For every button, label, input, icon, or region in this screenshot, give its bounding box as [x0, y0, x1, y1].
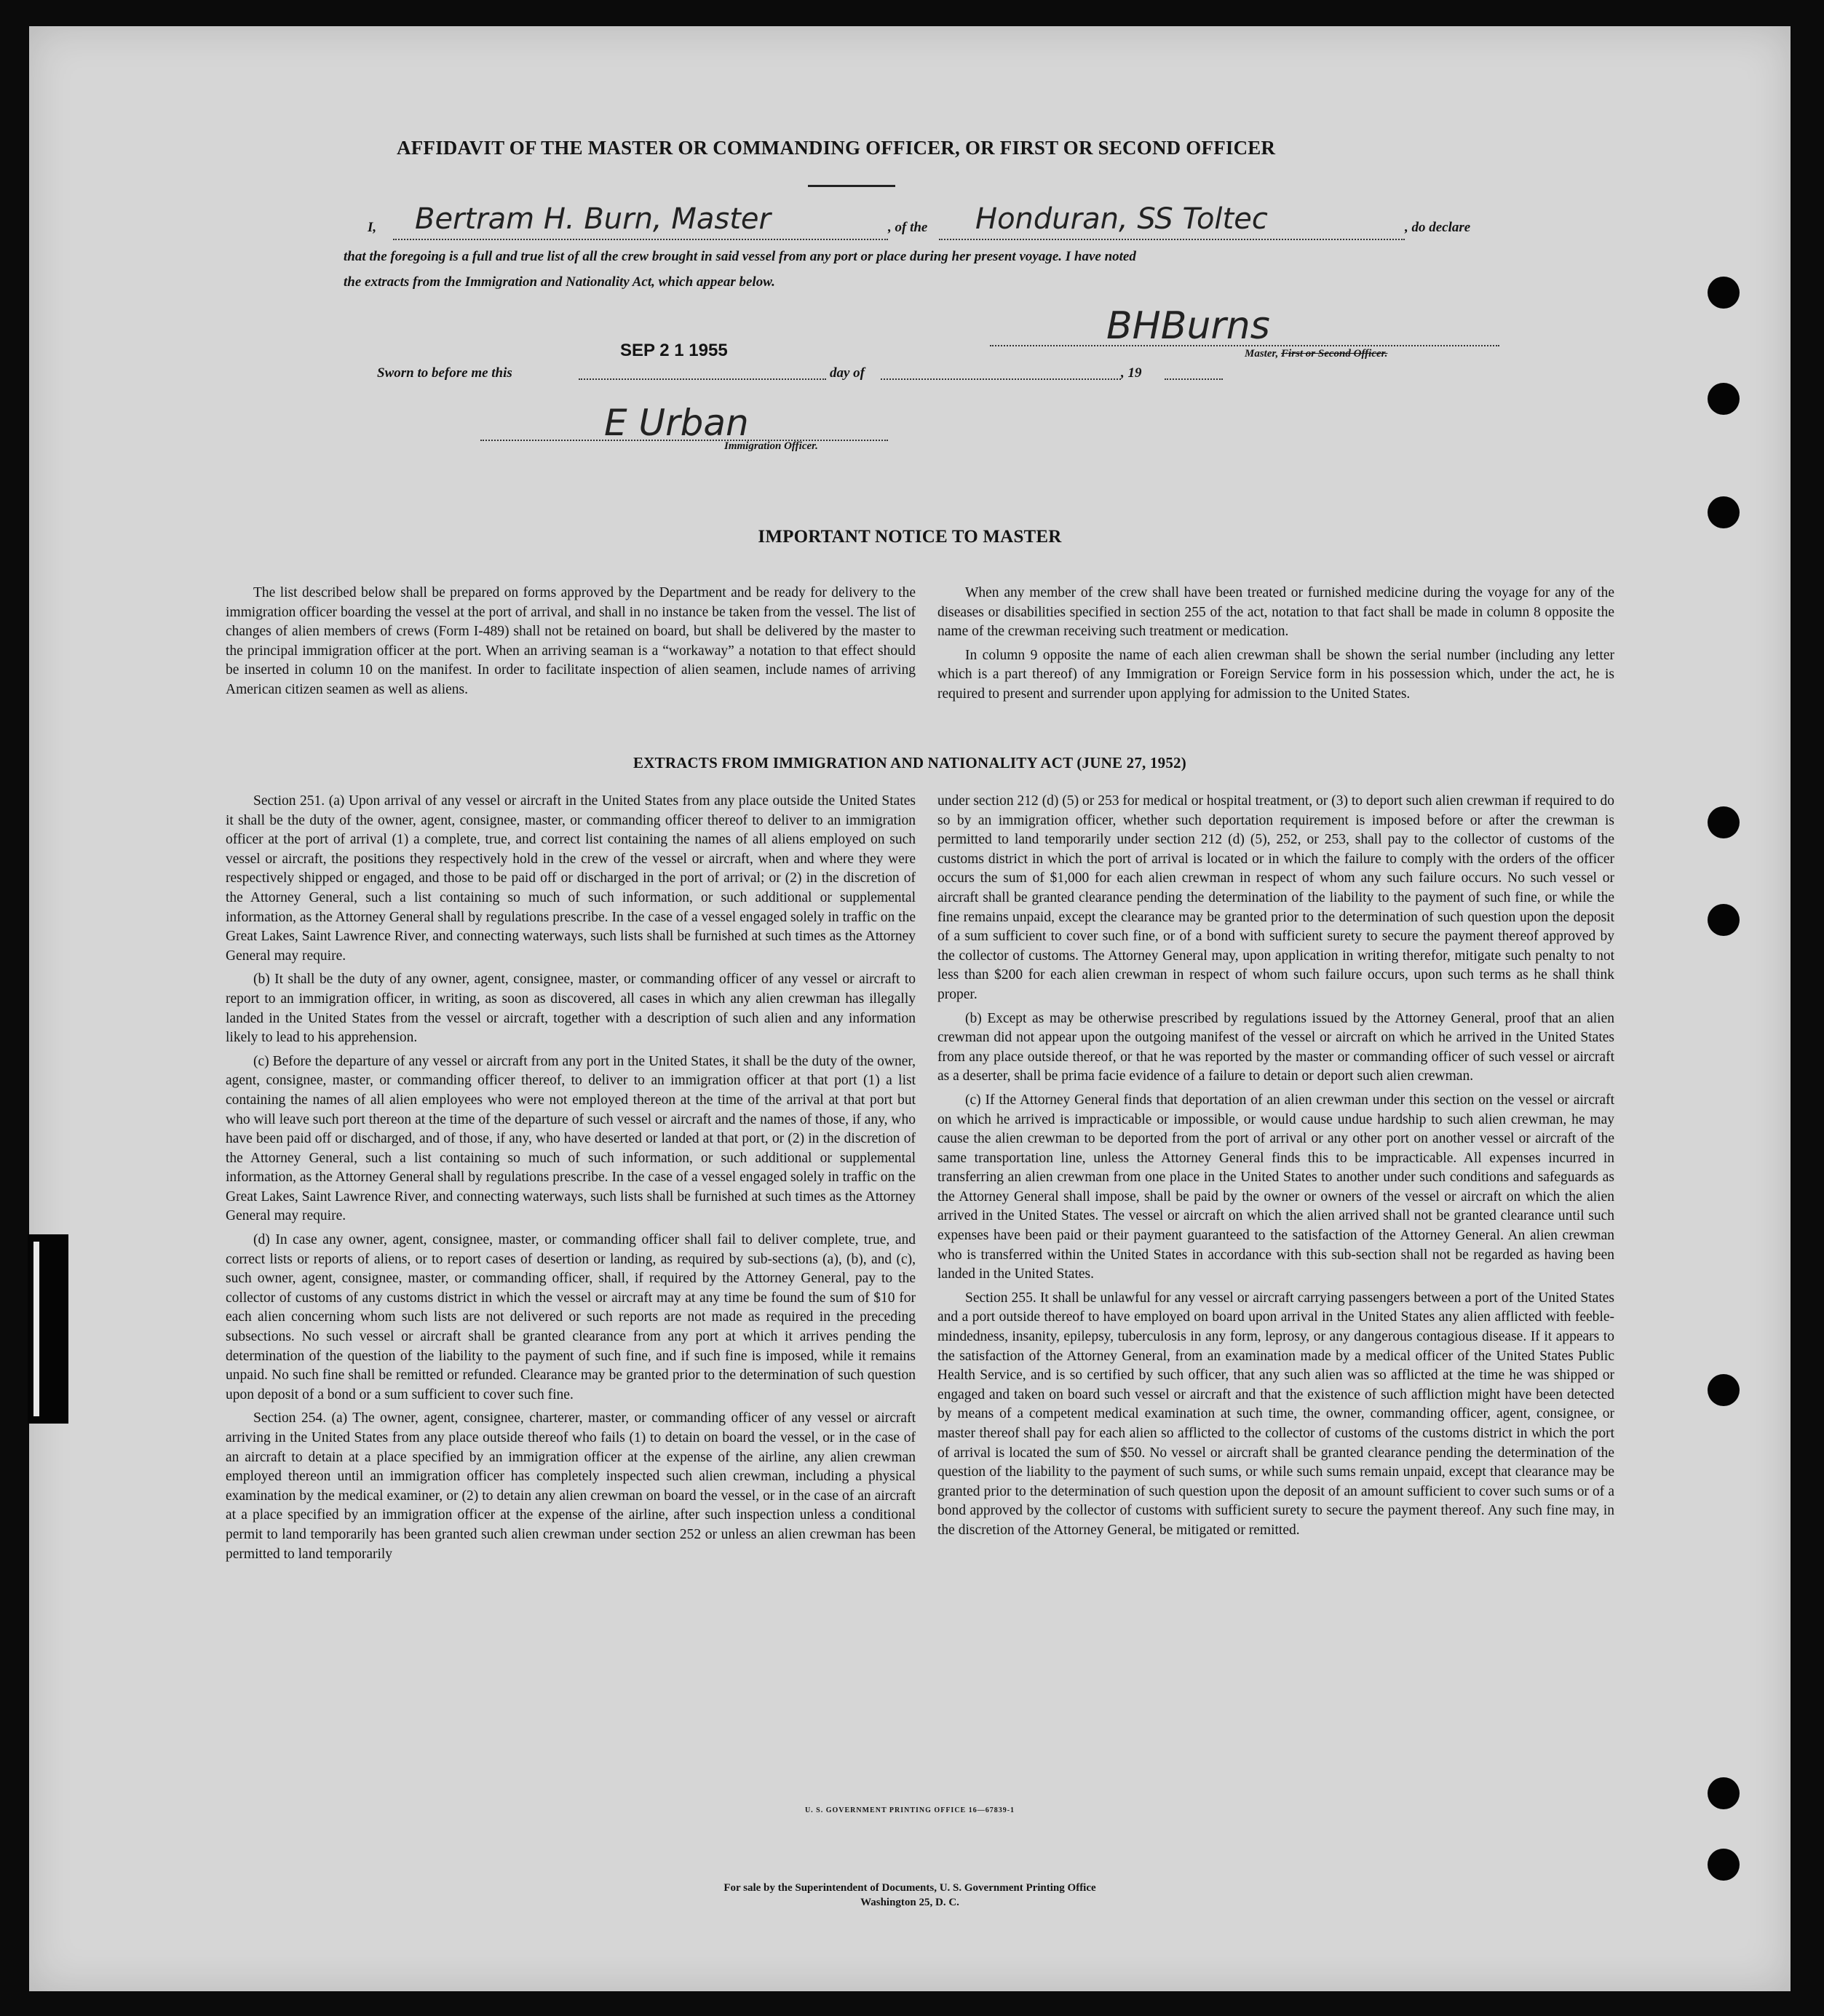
signature-caption: Master, First or Second Officer.: [1245, 348, 1388, 360]
sworn-day-line: [579, 370, 826, 380]
sworn-month-line: [881, 370, 1121, 380]
binding-tab-edge: [33, 1242, 39, 1416]
master-signature: BHBurns: [1106, 304, 1270, 348]
punch-hole: [1708, 1777, 1740, 1809]
punch-hole: [1708, 383, 1740, 415]
document-page: [29, 26, 1791, 1991]
affidavit-title: AFFIDAVIT OF THE MASTER OR COMMANDING OFFICER, OR FIRST OR SECOND OFFICER: [397, 137, 1276, 159]
day-of-label: day of: [830, 365, 865, 381]
sworn-label: Sworn to before me this: [377, 365, 512, 381]
date-stamp: SEP 2 1 1955: [620, 341, 728, 360]
vessel-name: Honduran, SS Toltec: [975, 202, 1268, 236]
vessel-line: [939, 202, 1405, 240]
punch-hole: [1708, 1374, 1740, 1406]
year-label: , 19: [1121, 365, 1142, 381]
extract-paragraph: (b) Except as may be otherwise prescribed by regulations issued by the Attorney General, proof that an alien crewman did not appear upon the outgoing manifest of the vessel or aircraft on which he arrived in the United States from any place outside thereof, or that he was reported by the master or commanding officer of such vessel or aircraft as a deserter, shall be prima facie evidence of a failure to detain or deport such alien crewman.: [937, 1010, 1614, 1084]
punch-hole: [1708, 277, 1740, 309]
extracts-left-column: [226, 792, 916, 1568]
extracts-right-column: [937, 792, 1614, 1545]
do-declare-label: , do declare: [1405, 220, 1471, 235]
punch-hole: [1708, 806, 1740, 838]
declaration-line-3: the extracts from the Immigration and Nationality Act, which appear below.: [344, 274, 775, 290]
extracts-title: EXTRACTS FROM IMMIGRATION AND NATIONALITY ACT (JUNE 27, 1952): [633, 754, 1186, 771]
punch-hole: [1708, 496, 1740, 528]
sale-line-2: Washington 25, D. C.: [860, 1897, 959, 1908]
punch-hole: [1708, 1849, 1740, 1881]
notice-right-column: [937, 584, 1614, 709]
notice-title: IMPORTANT NOTICE TO MASTER: [758, 527, 1062, 547]
extract-paragraph: (c) Before the departure of any vessel or aircraft from any port in the United States, it shall be the duty of the owner, agent, consignee, master, or commanding officer thereof, to deliver to an immigration officer at that port (1) a list containing the names of all alien employees who were not employed thereon at the time of the arrival at that port but who will leave such port thereon at the time of the departure of such vessel or aircraft and the names of those, if any, who have been paid off or discharged, and of those, if any, who have deserted or landed at that port, or (2) in the discretion of the Attorney General, such a list containing so much of such information, or such additional or supplemental information, as the Attorney General shall by regulations prescribe. In the case of a vessel engaged solely in traffic on the Great Lakes, Saint Lawrence River, and connecting waterways, such lists shall be furnished at such times as the Attorney General may require.: [226, 1053, 916, 1224]
officer-signature-line: [480, 402, 888, 444]
extract-paragraph: Section 251. (a) Upon arrival of any vessel or aircraft in the United States from any place outside the United States it shall be the duty of the owner, agent, consignee, master, or commanding officer thereof to deliver to an immigration officer at the port of arrival (1) a complete, true, and correct list containing the names of all aliens employed on such vessel or aircraft, the positions they respectively hold in the crew of the vessel or aircraft, when and where they were respectively shipped or engaged, and those to be paid off or discharged in the port of arrival; or (2) in the discretion of the Attorney General, such a list containing so much of such information, or such additional or supplemental information, as the Attorney General shall by regulations prescribe. In the case of a vessel engaged solely in traffic on the Great Lakes, Saint Lawrence River, and connecting waterways, such lists shall be furnished at such times as the Attorney General may require.: [226, 793, 916, 964]
declarant-line: [393, 202, 888, 240]
declaration-line-2: that the foregoing is a full and true list of all the crew brought in said vessel from any port or place during her present voyage. I have noted: [344, 249, 1136, 264]
declarant-prefix: I,: [368, 220, 377, 235]
extract-paragraph: Section 255. It shall be unlawful for any vessel or aircraft carrying passengers between a port of the United States and a port outside thereof to have employed on board upon arrival in the United States any alien afflicted with feeble-mindedness, insanity, epilepsy, tuberculosis in any form, leprosy, or any dangerous contagious disease. If it appears to the satisfaction of the Attorney General, from an examination made by a medical officer of the United States Public Health Service, and is so certified by such officer, that any such alien was so afflicted at the time he was shipped or engaged and taken on board such vessel or aircraft and that the existence of such affliction might have been detected by means of a competent medical examination at such time, the owner, commanding officer, agent, consignee, or master thereof shall pay for each alien so afflicted to the collector of customs of the customs district in which the port of arrival is located the sum of $50. No vessel or aircraft shall be granted clearance pending the determination of the question of the liability to the payment of such sums, or while such sums remain unpaid, except that clearance may be granted prior to the determination of such question upon the deposit of an amount sufficient to cover such sums or of a bond approved by the collector of customs with sufficient surety to secure the payment thereof. Any such fine may, in the discretion of the Attorney General, be mitigated or remitted.: [937, 1290, 1614, 1538]
notice-right-paragraph-1: When any member of the crew shall have been treated or furnished medicine during the voyage for any of the diseases or disabilities specified in section 255 of the act, notation to that fact shall be made in column 8 opposite the name of the crewman receiving such treatment or medication.: [937, 585, 1614, 640]
printer-line: U. S. GOVERNMENT PRINTING OFFICE 16—67839-1: [804, 1806, 1015, 1814]
master-signature-line: [990, 304, 1499, 348]
punch-hole: [1708, 904, 1740, 936]
notice-left-column: [226, 584, 916, 705]
sale-line-1: For sale by the Superintendent of Documents, U. S. Government Printing Office: [723, 1882, 1096, 1894]
notice-left-paragraph: The list described below shall be prepared on forms approved by the Department and be ready for delivery to the immigration officer boarding the vessel at the port of arrival, and shall in no instance be taken from the vessel. The list of changes of alien members of crews (Form I-489) shall not be retained on board, but shall be delivered by the master to the principal immigration officer at the port. When an arriving seaman is a “workaway” a notation to that effect should be inserted in column 10 on the manifest. In order to facilitate inspection of alien seamen, include names of arriving American citizen seamen as well as aliens.: [226, 585, 916, 697]
extract-paragraph: under section 212 (d) (5) or 253 for medical or hospital treatment, or (3) to deport such alien crewman if required to do so by an immigration officer, whether such deportation requirement is imposed before or after the crewman is permitted to land temporarily under section 212 (d) (5), 252, or 253, shall pay to the collector of customs of the customs district in which the port of arrival is located or in which the failure to comply with the orders of the officer occurs the sum of $1,000 for each alien crewman in respect of whom any such failure occurs. No such vessel or aircraft shall be granted clearance pending the determination of the liability to the payment of such fine, or while the fine remains unpaid, except the clearance may be granted prior to the determination of such question upon the deposit of a sum sufficient to cover such fine, or of a bond with sufficient surety to secure the payment thereof approved by the collector of customs. The Attorney General may, upon application in writing therefor, mitigate such penalty to not less than $200 for each alien crewman in respect of whom such failure occurs, upon such terms as he shall think proper.: [937, 793, 1614, 1002]
officer-signature: E Urban: [604, 402, 749, 444]
extract-paragraph: (c) If the Attorney General finds that deportation of an alien crewman under this section on the vessel or aircraft on which he arrived is impracticable or impossible, or would cause undue hardship to such alien crewman, he may cause the alien crewman to be deported from the port of arrival or any other port on another vessel or aircraft of the same transportation line, unless the Attorney General finds this to be impracticable. All expenses incurred in transferring an alien crewman from one place in the United States to another under such conditions and safeguards as the Attorney General shall impose, shall be paid by the owner or owners of the vessel or aircraft on which the alien arrived in the United States. The vessel or aircraft on which the alien arrived shall not be granted clearance until such expenses have been paid or their payment guaranteed to the satisfaction of the Attorney General. An alien crewman who is transferred within the United States in accordance with this sub-section shall not be regarded as having been landed in the United States.: [937, 1092, 1614, 1282]
title-rule: [808, 185, 895, 187]
officer-caption: Immigration Officer.: [724, 440, 818, 452]
extract-paragraph: Section 254. (a) The owner, agent, consignee, charterer, master, or commanding officer of any vessel or aircraft arriving in the United States from any place outside thereof who fails (1) to detain on board the vessel, or in the case of an aircraft to detain at a place specified by an immigration officer at the expense of the airline, any alien crewman employed thereon until an immigration officer has completely inspected such alien crewman, including a physical examination by the medical examiner, or (2) to detain any alien crewman on board the vessel, or in the case of an aircraft at a place specified by an immigration officer at the expense of the airline, after such inspection unless a conditional permit to land temporarily has been granted such alien crewman under section 252 or unless an alien crewman has been permitted to land temporarily: [226, 1410, 916, 1562]
extract-paragraph: (b) It shall be the duty of any owner, agent, consignee, master, or commanding officer of any vessel or aircraft to report to an immigration officer, in writing, as soon as discovered, all cases in which any alien crewman has illegally landed in the United States from the vessel or aircraft, together with a description of such alien and any information likely to lead to his apprehension.: [226, 972, 916, 1046]
of-the-label: , of the: [888, 220, 928, 235]
declarant-name: Bertram H. Burn, Master: [415, 202, 771, 236]
sworn-year-line: [1165, 370, 1223, 380]
notice-right-paragraph-2: In column 9 opposite the name of each alien crewman shall be shown the serial number (including any letter which is a part thereof) of any Immigration or Foreign Service form in his possession which, under the act, he is required to present and surrender upon applying for admission to the United States.: [937, 647, 1614, 702]
extract-paragraph: (d) In case any owner, agent, consignee, master, or commanding officer shall fail to deliver complete, true, and correct lists or reports of aliens, or to report cases of desertion or landing, as required by sub-sections (a), (b), and (c), such owner, agent, consignee, master, or commanding officer, shall, if required by the Attorney General, pay to the collector of customs of any customs district in which the vessel or aircraft may at any time be found the sum of $10 for each alien concerning whom such lists are not delivered or such reports are not made as required in the preceding subsections. No such vessel or aircraft shall be granted clearance from any port at which it arrives pending the determination of the question of the liability to the payment of such fine, and if such fine is imposed, while it remains unpaid. No such fine shall be remitted or refunded. Clearance may be granted prior to the determination of such question upon deposit of a bond or a sum sufficient to cover such fine.: [226, 1232, 916, 1402]
